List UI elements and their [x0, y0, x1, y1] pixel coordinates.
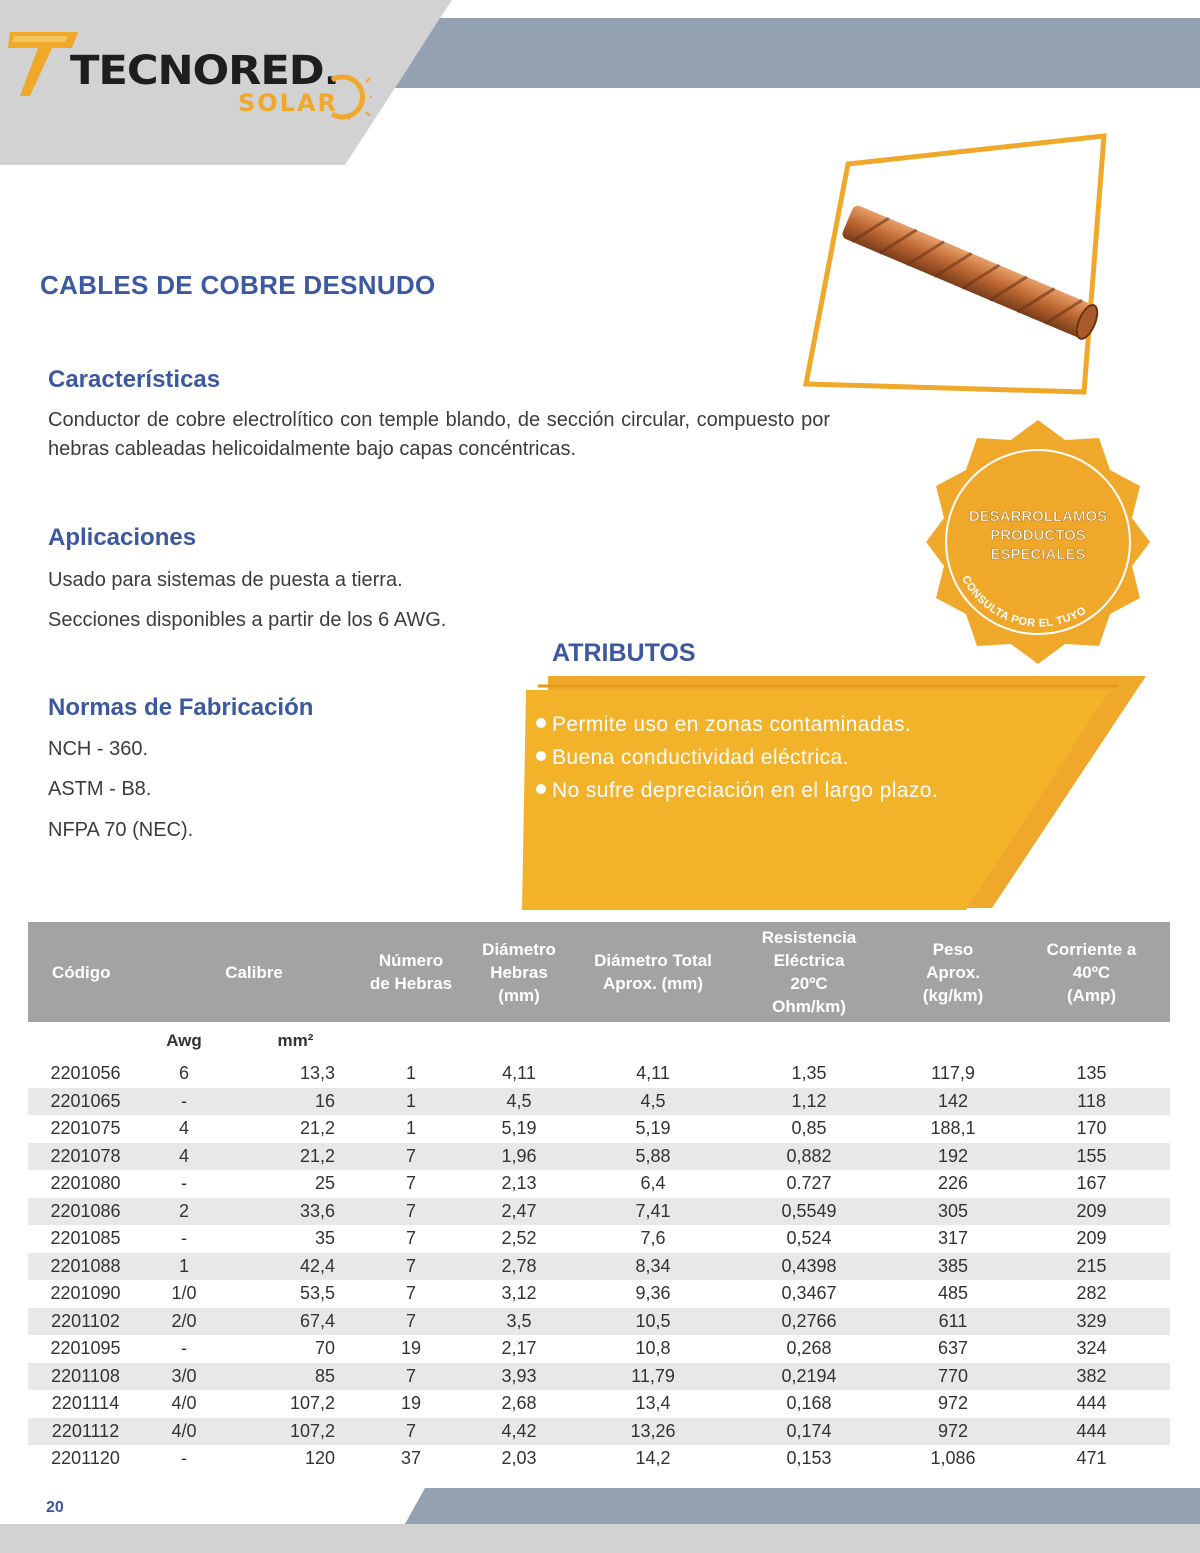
cell-hebras: 7 [406, 1365, 417, 1386]
cell-resistencia: 0,5549 [781, 1200, 837, 1221]
cell-peso: 117,9 [931, 1063, 975, 1084]
cell-codigo: 2201095 [50, 1338, 121, 1359]
cell-peso: 972 [937, 1393, 969, 1414]
cell-awg: 4 [178, 1145, 189, 1166]
cell-diametro-total: 13,26 [630, 1420, 676, 1441]
cell-mm2: 16 [314, 1090, 336, 1111]
cell-peso: 485 [937, 1283, 969, 1304]
table-unit-row [28, 1022, 1170, 1060]
cell-peso: 972 [937, 1420, 969, 1441]
page-number: 20 [46, 1499, 64, 1516]
cell-awg: - [181, 1228, 187, 1249]
cell-resistencia: 0,153 [786, 1448, 832, 1469]
cell-diametro-total: 14,2 [635, 1448, 671, 1469]
cell-hebras: 37 [401, 1448, 422, 1469]
cell-diametro-total: 5,19 [635, 1118, 671, 1139]
cell-diametro-total: 7,41 [635, 1200, 671, 1221]
aplicacion-item: Secciones disponibles a partir de los 6 AWG. [48, 609, 447, 631]
cell-hebras: 1 [406, 1063, 417, 1084]
cell-mm2: 120 [304, 1448, 336, 1469]
cell-peso: 385 [937, 1255, 969, 1276]
cell-hebras: 19 [401, 1338, 422, 1359]
header-diametro-hebras: Diámetro Hebras (mm) [482, 939, 556, 1005]
cell-diametro-total: 9,36 [635, 1283, 671, 1304]
cell-mm2: 53,5 [299, 1283, 336, 1304]
cell-resistencia: 0,2766 [781, 1310, 837, 1331]
header-hebras: Número de Hebras [369, 951, 453, 993]
cell-codigo: 2201075 [50, 1118, 121, 1139]
cell-diametro-hebras: 2,78 [501, 1255, 537, 1276]
cell-corriente: 215 [1076, 1255, 1107, 1276]
cell-resistencia: 0,268 [786, 1338, 832, 1359]
atributo-text: Permite uso en zonas contaminadas. [552, 713, 912, 736]
cell-codigo: 2201088 [50, 1255, 121, 1276]
section-heading-caracteristicas: Características [48, 366, 221, 393]
cell-diametro-hebras: 1,96 [501, 1145, 537, 1166]
specifications-table [28, 922, 1170, 1473]
norma-item: NFPA 70 (NEC). [48, 819, 194, 841]
cell-codigo: 2201085 [50, 1228, 121, 1249]
table-row [28, 1418, 1170, 1446]
cell-awg: - [181, 1173, 187, 1194]
cell-diametro-hebras: 3,5 [506, 1310, 532, 1331]
table-row [28, 1143, 1170, 1171]
cell-awg: 4 [178, 1118, 189, 1139]
table-row [28, 1390, 1170, 1418]
cell-diametro-hebras: 4,42 [501, 1420, 537, 1441]
atributo-item [536, 708, 938, 741]
section-heading-atributos: ATRIBUTOS [552, 639, 696, 667]
atributos-list [536, 708, 938, 807]
cell-diametro-hebras: 4,11 [502, 1063, 536, 1084]
cell-awg: - [181, 1090, 187, 1111]
table-row [28, 1363, 1170, 1391]
cell-hebras: 1 [406, 1090, 417, 1111]
cell-mm2: 35 [314, 1228, 336, 1249]
table-row [28, 1170, 1170, 1198]
cell-corriente: 209 [1076, 1200, 1107, 1221]
cell-peso: 611 [938, 1310, 968, 1331]
cell-resistencia: 0,4398 [781, 1255, 837, 1276]
cell-diametro-hebras: 3,12 [501, 1283, 537, 1304]
cell-corriente: 282 [1076, 1283, 1107, 1304]
cell-diametro-total: 8,34 [635, 1255, 671, 1276]
table-row [28, 1335, 1170, 1363]
cell-corriente: 471 [1076, 1448, 1107, 1469]
header-peso: Peso Aprox. (kg/km) [922, 939, 984, 1005]
cell-hebras: 7 [406, 1228, 417, 1249]
cell-diametro-hebras: 2,17 [501, 1338, 537, 1359]
bullet-icon [536, 718, 546, 728]
cell-hebras: 7 [406, 1145, 417, 1166]
seal-line-1: DESARROLLAMOS [968, 508, 1108, 525]
cell-peso: 226 [937, 1173, 969, 1194]
section-heading-normas: Normas de Fabricación [48, 694, 314, 721]
cell-mm2: 85 [314, 1365, 336, 1386]
atributo-item [536, 741, 938, 774]
cell-codigo: 2201114 [51, 1393, 120, 1414]
cell-mm2: 13,3 [299, 1063, 336, 1084]
cell-codigo: 2201108 [51, 1365, 120, 1386]
cell-diametro-total: 10,5 [635, 1310, 671, 1331]
cell-hebras: 7 [406, 1310, 417, 1331]
cell-mm2: 107,2 [289, 1393, 336, 1414]
cell-awg: 3/0 [171, 1365, 197, 1386]
cell-hebras: 7 [406, 1420, 417, 1441]
cell-codigo: 2201080 [50, 1173, 121, 1194]
cell-corriente: 170 [1076, 1118, 1107, 1139]
cell-mm2: 107,2 [289, 1420, 336, 1441]
cell-corriente: 329 [1076, 1310, 1107, 1331]
table-row [28, 1308, 1170, 1336]
cell-awg: - [181, 1338, 187, 1359]
cell-resistencia: 1,35 [791, 1063, 827, 1084]
cell-codigo: 2201102 [51, 1310, 120, 1331]
cell-diametro-total: 11,79 [631, 1365, 675, 1386]
cell-resistencia: 0,168 [786, 1393, 832, 1414]
cell-awg: 2/0 [171, 1310, 197, 1331]
norma-item: ASTM - B8. [48, 778, 152, 800]
cell-diametro-total: 10,8 [635, 1338, 671, 1359]
cell-diametro-total: 4,5 [640, 1090, 666, 1111]
cell-corriente: 444 [1076, 1393, 1107, 1414]
cell-peso: 770 [937, 1365, 969, 1386]
table-row [28, 1253, 1170, 1281]
cell-diametro-hebras: 2,68 [501, 1393, 537, 1414]
header-codigo: Código [52, 962, 111, 982]
cell-diametro-hebras: 2,52 [501, 1228, 537, 1249]
unit-mm2: mm² [277, 1031, 314, 1050]
cell-corriente: 167 [1076, 1173, 1107, 1194]
table-header-row [28, 922, 1170, 1022]
table-row [28, 1060, 1170, 1088]
cell-peso: 637 [937, 1338, 969, 1359]
cell-diametro-total: 6,4 [640, 1173, 666, 1194]
cell-awg: - [181, 1448, 187, 1469]
header-diametro-total: Diámetro Total Aprox. (mm) [594, 951, 712, 993]
cell-codigo: 2201086 [50, 1200, 121, 1221]
cell-peso: 188,1 [930, 1118, 976, 1139]
cell-diametro-total: 13,4 [635, 1393, 671, 1414]
cell-resistencia: 0,85 [791, 1118, 827, 1139]
cell-awg: 4/0 [171, 1420, 197, 1441]
cell-resistencia: 0,882 [786, 1145, 832, 1166]
cell-awg: 6 [178, 1063, 189, 1084]
cell-awg: 2 [178, 1200, 189, 1221]
logo-subtitle: SOLAR [238, 89, 339, 117]
cell-resistencia: 0,2194 [781, 1365, 837, 1386]
table-row [28, 1280, 1170, 1308]
sun-icon [326, 74, 372, 120]
cell-codigo: 2201120 [51, 1448, 120, 1469]
cell-diametro-hebras: 2,47 [501, 1200, 537, 1221]
cell-awg: 1/0 [171, 1283, 197, 1304]
cell-diametro-hebras: 4,5 [506, 1090, 532, 1111]
seal-line-3: ESPECIALES [990, 546, 1086, 563]
cell-corriente: 324 [1076, 1338, 1107, 1359]
cell-diametro-hebras: 3,93 [501, 1365, 537, 1386]
cell-hebras: 19 [401, 1393, 422, 1414]
cell-resistencia: 1,12 [791, 1090, 827, 1111]
cell-codigo: 2201090 [50, 1283, 121, 1304]
atributo-item [536, 774, 938, 807]
logo-wordmark: TECNORED. [70, 48, 339, 94]
cell-codigo: 2201112 [51, 1420, 120, 1441]
seal-line-2: PRODUCTOS [990, 527, 1086, 544]
cell-hebras: 7 [406, 1200, 417, 1221]
aplicacion-item: Usado para sistemas de puesta a tierra. [48, 569, 403, 591]
cell-diametro-total: 5,88 [635, 1145, 671, 1166]
cell-diametro-hebras: 2,13 [501, 1173, 537, 1194]
cell-corriente: 209 [1076, 1228, 1107, 1249]
header-corriente: Corriente a 40ºC (Amp) [1046, 939, 1137, 1005]
product-image [800, 128, 1130, 398]
cell-diametro-hebras: 5,19 [501, 1118, 537, 1139]
header-calibre: Calibre [225, 962, 283, 982]
cell-mm2: 67,4 [299, 1310, 336, 1331]
cell-mm2: 33,6 [299, 1200, 336, 1221]
cell-resistencia: 0,174 [786, 1420, 832, 1441]
cell-corriente: 118 [1077, 1090, 1106, 1111]
table-row [28, 1225, 1170, 1253]
footer-band [0, 1478, 1200, 1553]
unit-awg: Awg [166, 1031, 202, 1050]
brand-logo [8, 22, 378, 132]
cell-codigo: 2201056 [50, 1063, 121, 1084]
cell-diametro-total: 7,6 [640, 1228, 666, 1249]
cell-hebras: 1 [406, 1118, 417, 1139]
cell-mm2: 21,2 [299, 1118, 336, 1139]
section-heading-aplicaciones: Aplicaciones [48, 524, 197, 551]
cell-codigo: 2201078 [50, 1145, 121, 1166]
cell-corriente: 382 [1076, 1365, 1107, 1386]
cell-hebras: 7 [406, 1255, 417, 1276]
cell-peso: 305 [937, 1200, 969, 1221]
cell-hebras: 7 [406, 1173, 417, 1194]
cell-corriente: 444 [1076, 1420, 1107, 1441]
table-row [28, 1088, 1170, 1116]
table-body [28, 1060, 1170, 1473]
table-row [28, 1198, 1170, 1226]
cell-awg: 4/0 [171, 1393, 197, 1414]
cell-diametro-hebras: 2,03 [501, 1448, 537, 1469]
page-title: CABLES DE COBRE DESNUDO [40, 270, 436, 300]
cell-hebras: 7 [406, 1283, 417, 1304]
atributo-text: Buena conductividad eléctrica. [552, 746, 849, 769]
bullet-icon [536, 751, 546, 761]
header-resistencia: Resistencia Eléctrica 20ºC Ohm/km) [761, 928, 857, 1016]
cell-mm2: 25 [314, 1173, 336, 1194]
special-products-seal [914, 418, 1162, 666]
cell-mm2: 70 [314, 1338, 336, 1359]
cell-resistencia: 0,524 [786, 1228, 832, 1249]
cell-codigo: 2201065 [50, 1090, 121, 1111]
cell-diametro-total: 4,11 [636, 1063, 670, 1084]
table-row [28, 1445, 1170, 1473]
table-row [28, 1115, 1170, 1143]
cell-resistencia: 0.727 [786, 1173, 832, 1194]
cell-corriente: 155 [1076, 1145, 1107, 1166]
cell-peso: 142 [937, 1090, 969, 1111]
cell-peso: 317 [937, 1228, 969, 1249]
cell-peso: 192 [937, 1145, 969, 1166]
cell-corriente: 135 [1076, 1063, 1107, 1084]
cell-resistencia: 0,3467 [781, 1283, 837, 1304]
caracteristicas-text: Conductor de cobre electrolítico con temple blando, de sección circular, compuesto por hebras cableadas helicoidalmente bajo capas concéntricas. [48, 409, 830, 460]
cell-awg: 1 [178, 1255, 189, 1276]
atributo-text: No sufre depreciación en el largo plazo. [552, 779, 939, 802]
norma-item: NCH - 360. [48, 738, 149, 760]
seal-arc-text: CONSULTA POR EL TUYO [959, 573, 1089, 630]
cell-mm2: 42,4 [299, 1255, 336, 1276]
bullet-icon [536, 784, 546, 794]
cell-mm2: 21,2 [299, 1145, 336, 1166]
cell-peso: 1,086 [930, 1448, 976, 1469]
